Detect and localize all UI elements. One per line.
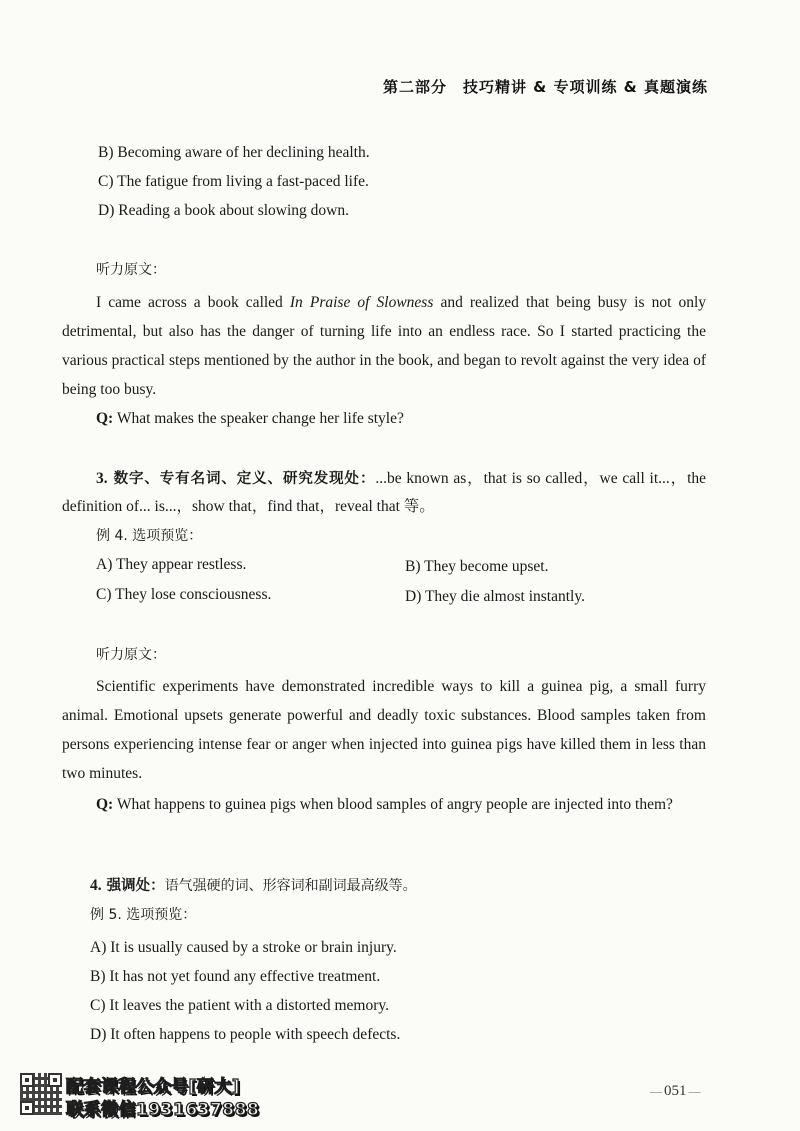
option-c: C) The fatigue from living a fast-paced life. <box>98 173 369 190</box>
example-4-option-d: D) They die almost instantly. <box>405 588 585 605</box>
option-d: D) Reading a book about slowing down. <box>98 202 349 219</box>
promo-line-2: 联系微信1931637888 <box>66 1100 260 1120</box>
question-prefix: Q: <box>96 410 114 427</box>
running-header: 第二部分 技巧精讲 & 专项训练 & 真题演练 <box>382 78 708 96</box>
section-4-description: 语气强硬的词、形容词和副词最高级等。 <box>164 878 417 894</box>
question-text: What makes the speaker change her life style? <box>113 410 404 427</box>
example-5-option-a: A) It is usually caused by a stroke or brain injury. <box>90 939 397 956</box>
example-5-option-c: C) It leaves the patient with a distorted memory. <box>90 997 390 1014</box>
transcript-paragraph <box>62 288 706 404</box>
question-text-2: What happens to guinea pigs when blood samples of angry people are injected into them? <box>113 796 673 813</box>
example-4-option-c: C) They lose consciousness. <box>96 586 272 603</box>
question-prefix-2: Q: <box>96 796 114 813</box>
transcript-label: 听力原文： <box>96 262 166 278</box>
question-line-2 <box>62 790 706 819</box>
transcript-text-end: and realized that being busy is not only detrimental, but also has the danger of turning life into an endless race. So I started practicing the various practical steps mentioned by the author in the book, and began to revolt against the very idea of being too busy. <box>62 294 706 398</box>
section-3-heading <box>62 465 706 521</box>
example-5-option-d: D) It often happens to people with speech defects. <box>90 1026 401 1043</box>
transcript-text-2: Scientific experiments have demonstrated incredible ways to kill a guinea pig, a small furry animal. Emotional upsets generate powerful and deadly toxic substances. Blood samples taken from persons experiencing intense fear or anger when injected into guinea pigs have killed them in less than two minutes. <box>62 678 706 782</box>
section-4-title: 强调处： <box>101 878 165 894</box>
section-3-number: 3. <box>96 470 108 487</box>
book-title: In Praise of Slowness <box>289 294 434 311</box>
example-5-label: 例 5. 选项预览： <box>90 907 197 923</box>
promo-line-1: 配套课程公众号[研大] <box>66 1077 241 1097</box>
section-4-number: 4. <box>90 877 102 894</box>
qr-code-icon <box>20 1073 62 1115</box>
transcript-paragraph-2 <box>62 672 706 788</box>
question-line <box>96 409 404 429</box>
transcript-text-start: I came across a book called <box>96 294 290 311</box>
example-5-option-b: B) It has not yet found any effective treatment. <box>90 968 381 985</box>
example-4-option-a: A) They appear restless. <box>96 556 247 573</box>
section-3-title: 数字、专有名词、定义、研究发现处： <box>107 471 376 487</box>
section-3-keywords: ...be known as，that is so called，we call it...，the definition of... is...，show that，find that，reveal that 等。 <box>62 470 707 515</box>
page-number: — 051 — <box>648 1083 703 1100</box>
example-4-option-b: B) They become upset. <box>405 558 549 575</box>
example-4-label: 例 4. 选项预览： <box>96 528 203 544</box>
option-b: B) Becoming aware of her declining health. <box>98 144 370 161</box>
section-4-heading <box>90 876 417 896</box>
transcript-label-2: 听力原文： <box>96 647 166 663</box>
